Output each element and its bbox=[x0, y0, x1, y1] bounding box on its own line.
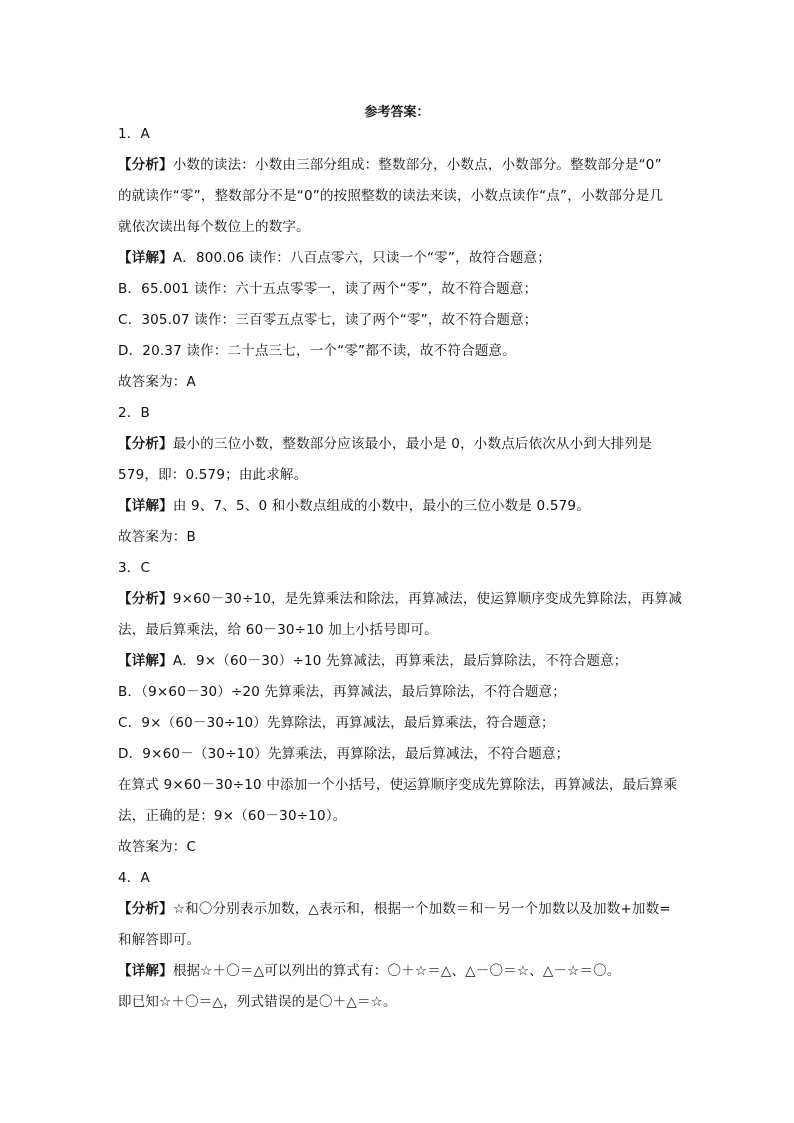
answer-line: 故答案为：A bbox=[118, 374, 196, 390]
answer-line: 【分析】小数的读法：小数由三部分组成：整数部分，小数点，小数部分。整数部分是“0” bbox=[118, 157, 662, 173]
answer-line: 在算式 9×60－30÷10 中添加一个小括号，使运算顺序变成先算除法，再算减法，最后算乘 bbox=[118, 777, 678, 793]
answer-line: 法，正确的是：9×（60－30÷10）。 bbox=[118, 808, 347, 824]
answer-line: 法，最后算乘法，给 60－30÷10 加上小括号即可。 bbox=[118, 622, 438, 638]
answer-line: 故答案为：B bbox=[118, 529, 196, 545]
answer-line: 【分析】9×60－30÷10，是先算乘法和除法，再算减法，使运算顺序变成先算除法，再算减 bbox=[118, 591, 683, 607]
page-title: 参考答案： bbox=[364, 105, 430, 120]
answer-line: 故答案为：C bbox=[118, 839, 197, 855]
answer-line: 2．B bbox=[118, 405, 150, 421]
answer-line: B．65.001 读作：六十五点零零一，读了两个“零”，故不符合题意； bbox=[118, 281, 538, 297]
answer-line: 【详解】根据☆＋〇＝△可以列出的算式有：〇＋☆＝△、△－〇＝☆、△－☆＝〇。 bbox=[118, 963, 621, 979]
answer-line: 的就读作“零”，整数部分不是“0”的按照整数的读法来读，小数点读作“点”，小数部分是几 bbox=[118, 188, 664, 204]
answer-line: B．（9×60－30）÷20 先算乘法，再算减法，最后算除法，不符合题意； bbox=[118, 684, 566, 700]
answer-line: D．9×60－（30÷10）先算乘法，再算除法，最后算减法，不符合题意； bbox=[118, 746, 570, 762]
answer-line: D．20.37 读作：二十点三七，一个“零”都不读，故不符合题意。 bbox=[118, 343, 516, 359]
answer-line: 和解答即可。 bbox=[118, 932, 201, 948]
answer-line: 【详解】A．9×（60－30）÷10 先算减法，再算乘法，最后算除法，不符合题意； bbox=[118, 653, 628, 669]
answer-line: 1．A bbox=[118, 126, 150, 142]
answer-line: C．305.07 读作：三百零五点零七，读了两个“零”，故不符合题意； bbox=[118, 312, 538, 328]
answer-line: 即已知☆＋〇＝△，列式错误的是〇＋△＝☆。 bbox=[118, 994, 397, 1010]
answer-line: 【分析】☆和〇分别表示加数，△表示和，根据一个加数＝和－另一个加数以及加数+加数= bbox=[118, 901, 671, 917]
answer-line: 【详解】由 9、7、5、0 和小数点组成的小数中，最小的三位小数是 0.579。 bbox=[118, 498, 590, 514]
answer-line: 579，即：0.579；由此求解。 bbox=[118, 467, 308, 483]
answer-line: 4．A bbox=[118, 870, 150, 886]
answer-line: 3．C bbox=[118, 560, 151, 576]
answer-line: C．9×（60－30÷10）先算除法，再算减法，最后算乘法，符合题意； bbox=[118, 715, 555, 731]
answer-line: 【详解】A．800.06 读作：八百点零六，只读一个“零”，故符合题意； bbox=[118, 250, 551, 266]
answer-line: 就依次读出每个数位上的数字。 bbox=[118, 219, 310, 235]
answer-line: 【分析】最小的三位小数，整数部分应该最小，最小是 0，小数点后依次从小到大排列是 bbox=[118, 436, 652, 452]
